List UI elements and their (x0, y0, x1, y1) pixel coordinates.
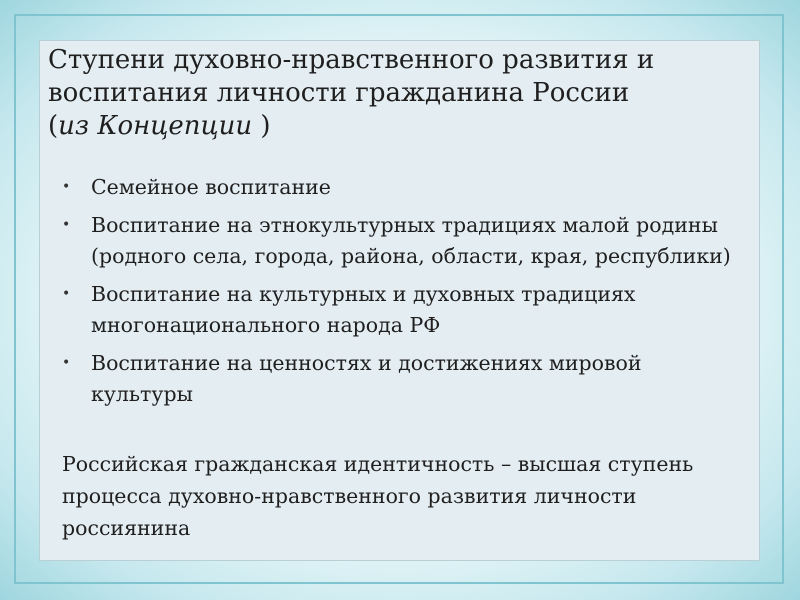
list-item-text: Семейное воспитание (91, 175, 331, 199)
title-line-1: Ступени духовно-нравственного развития и (48, 45, 655, 75)
conclusion-text: Российская гражданская идентичность – высшая ступень процесса духовно-нравственного развития личности россиянина (62, 452, 694, 540)
bullet-icon: • (62, 286, 71, 302)
list-item-text: Воспитание на культурных и духовных традициях многонационального народа РФ (91, 282, 636, 337)
bullet-icon: • (62, 355, 71, 371)
list-item-text: Воспитание на этнокультурных традициях малой родины (родного села, города, района, области, края, республики) (91, 213, 731, 268)
list-item (62, 210, 742, 272)
bullet-list (62, 172, 742, 417)
title-source: из Концепции (58, 111, 253, 141)
bullet-icon: • (62, 217, 71, 233)
list-item (62, 172, 742, 203)
title-paren-open: ( (48, 111, 59, 141)
bullet-icon: • (62, 179, 71, 195)
title-line-2: воспитания личности гражданина России (48, 78, 630, 108)
title-source-line (48, 110, 748, 143)
list-item-text: Воспитание на ценностях и достижениях мировой культуры (91, 351, 642, 406)
title-paren-close: ) (252, 111, 271, 141)
slide-title (48, 44, 748, 143)
list-item (62, 348, 742, 410)
list-item (62, 279, 742, 341)
